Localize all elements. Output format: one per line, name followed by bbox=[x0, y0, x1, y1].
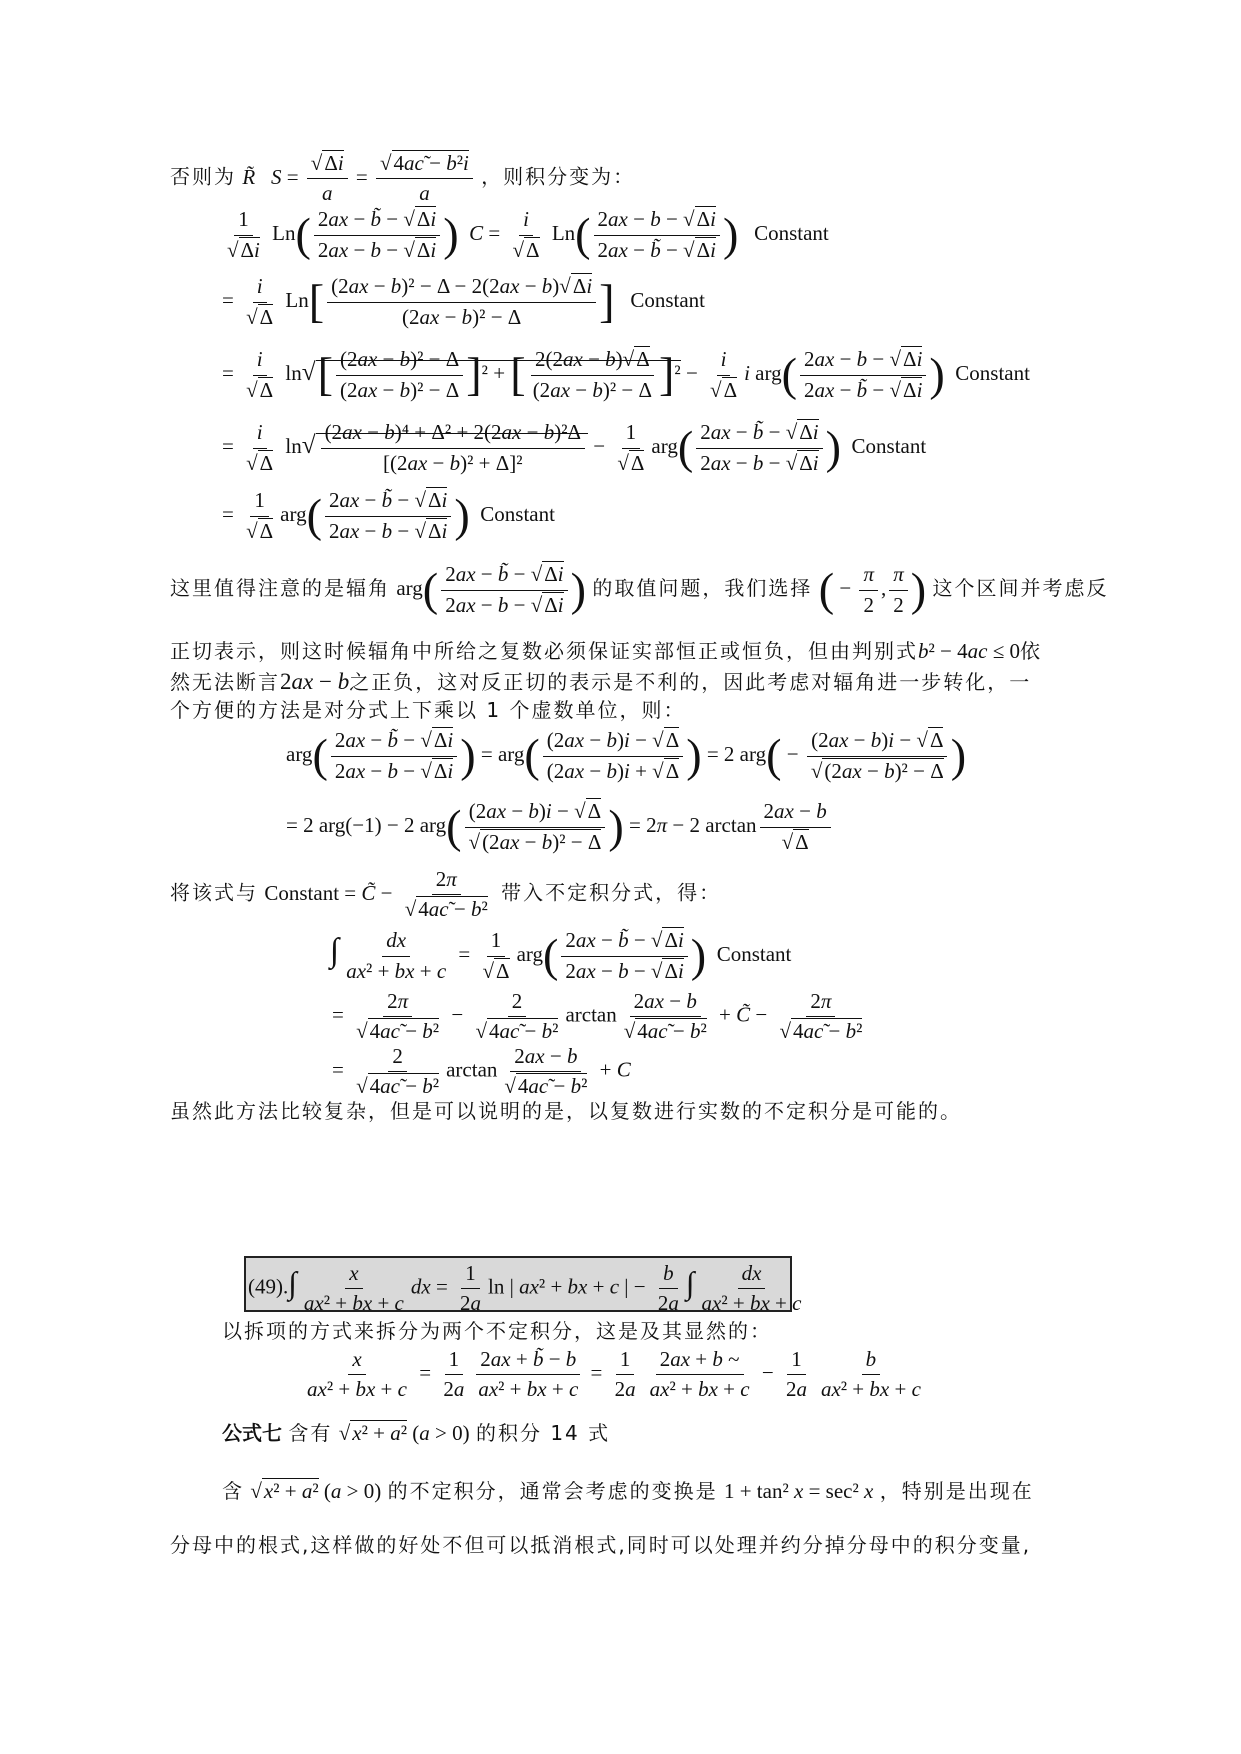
paragraph-line-4: 个方便的方法是对分式上下乘以 1 个虚数单位，则： bbox=[170, 698, 686, 722]
equation-line-5: = $\frac{1}{√\Delta}$ arg( $\frac{2ax - b̃ - √\Delta i}{2ax - b - √\Delta i}$ ) Constant bbox=[222, 488, 555, 543]
section-heading: 公式七 含有 √x² + a² (a > 0) 的积分 14 式 bbox=[222, 1421, 611, 1445]
paragraph-line-2: 正切表示，则这时候辐角中所给之复数必须保证实部恒正或恒负，但由判别式b² − 4ac ≤ 0依 bbox=[170, 639, 1042, 663]
equation-line-4: = $\frac{i}{√\Delta}$ ln√ $\frac{\text{(2ax − b)⁴ + Δ² + 2(2ax − b)²Δ}}{\text{[(2ax − b)² + Δ]²}}$ − $\frac{1}{√\Delta}$ arg( $\frac{2ax - b̃ - √\Delta i}{2ax - b - √\Delta i}$ ) Constant bbox=[222, 420, 927, 475]
otherwise-line: 否则为 R̃ S = $\frac{√\Delta i}{a}$ = $\frac{\text{√4ac̃ − b²i}}{a}$ ，则积分变为： bbox=[170, 151, 636, 206]
formula-49: (49).∫ $\frac{x}{\text{ax² + bx + c}}$ dx = $\frac{1}{2a}$ ln | ax² + bx + c | − $\frac{b}{2a}$ ∫ $\frac{dx}{\text{ax² + bx + c}}$ bbox=[248, 1261, 802, 1316]
paragraph-split: 以拆项的方式来拆分为两个不定积分，这是及其显然的： bbox=[222, 1319, 772, 1343]
paragraph-substitute: 将该式与 Constant = C̃ − $\frac{2\pi}{\text{√4ac̃ − b²}}$ 带入不定积分式，得： bbox=[170, 867, 722, 922]
integral-result-line-3: = $\frac{2}{\text{√4ac̃ − b²}}$ arctan $\frac{2ax - b}{\text{√4ac̃ − b²}}$ + C bbox=[332, 1044, 631, 1099]
arg-transform-line-1: arg( $\frac{2ax - b̃ - √\Delta i}{2ax - b - √\Delta i}$ ) = arg( $\frac{(2ax - b)i - √\Delta}{(2ax - b)i + √\Delta}$ ) = 2 arg( − $\frac{(2ax - b)i - √\Delta}{\text{√(2ax − b)² − Δ}}$ ) bbox=[286, 728, 967, 783]
integral-result-line-1: ∫ $\frac{dx}{\text{ax² + bx + c}}$ = $\frac{1}{√\Delta}$ arg( $\frac{2ax - b̃ - √\Delta i}{2ax - b - √\Delta i}$ ) Constant bbox=[330, 928, 792, 983]
otherwise-prefix: 否则为 bbox=[170, 164, 236, 189]
split-equation: $\frac{x}{\text{ax² + bx + c}}$ = $\frac{1}{2a}$ $\frac{2ax + b̃ - b}{\text{ax² + bx + c}}$ = $\frac{1}{2a}$ $\frac{2ax + b \sim}{\text{ax² + bx + c}}$ − $\frac{1}{2a}$ $\frac{b}{\text{ax² + bx + c}}$ bbox=[307, 1347, 921, 1402]
equation-line-2: = $\frac{i}{√\Delta}$ Ln[ $\frac{\text{(2ax − b)² − Δ − 2(2ax − b)√Δi}}{\text{(2ax − b)² − Δ}}$ ] Constant bbox=[222, 274, 705, 329]
paragraph-last: 分母中的根式,这样做的好处不但可以抵消根式,同时可以处理并约分掉分母中的积分变量, bbox=[170, 1533, 1032, 1557]
equation-line-1: $\frac{1}{√\Delta i}$ Ln( $\frac{2ax - b̃ - √\Delta i}{2ax - b - √\Delta i}$ ) C = $\frac{i}{√\Delta}$ Ln( $\frac{2ax - b - √\Delta i}{2ax - b̃ - √\Delta i}$ ) Constant bbox=[227, 207, 829, 262]
paragraph-arg-interval: 这里值得注意的是辐角 arg( $\frac{2ax - b̃ - √\Delta i}{2ax - b - √\Delta i}$ ) 的取值问题，我们选择 ( − $\frac{\pi}{2}$ , $\frac{\pi}{2}$ ) 这个区间并考虑反 bbox=[170, 562, 1109, 617]
paragraph-line-3: 然无法断言2ax − b之正负，这对反正切的表示是不利的，因此考虑对辐角进一步转化，一 bbox=[170, 669, 1032, 694]
paragraph-remark: 虽然此方法比较复杂，但是可以说明的是，以复数进行实数的不定积分是可能的。 bbox=[170, 1099, 962, 1123]
integral-result-line-2: = $\frac{2\pi}{\text{√4ac̃ − b²}}$ − $\frac{2}{\text{√4ac̃ − b²}}$ arctan $\frac{2ax - b}{\text{√4ac̃ − b²}}$ + C̃ − $\frac{2\pi}{\text{√4ac̃ − b²}}$ bbox=[332, 989, 863, 1044]
paragraph-transform: 含 √x² + a² (a > 0) 的不定积分，通常会考虑的变换是 1 + tan² x = sec² x ，特别是出现在 bbox=[222, 1479, 1034, 1503]
constant-label: Constant bbox=[754, 220, 829, 245]
section-title: 公式七 bbox=[222, 1421, 282, 1445]
arg-transform-line-2: = 2 arg(−1) − 2 arg( $\frac{(2ax - b)i - √\Delta}{\text{√(2ax − b)² − Δ}}$ ) = 2π − 2 arctan $\frac{2ax - b}{√\Delta}$ bbox=[286, 797, 834, 857]
otherwise-suffix: ，则积分变为： bbox=[481, 164, 636, 189]
equation-line-3: = $\frac{i}{√\Delta}$ ln√[ $\frac{\text{(2ax − b)² − Δ}}{\text{(2ax − b)² − Δ}}$ ]² + [ $\frac{2(2ax - b)√\Delta}{\text{(2ax − b)² − Δ}}$ ]² − $\frac{i}{√\Delta}$ i arg( $\frac{2ax - b - √\Delta i}{2ax - b̃ - √\Delta i}$ ) Constant bbox=[222, 347, 1030, 402]
